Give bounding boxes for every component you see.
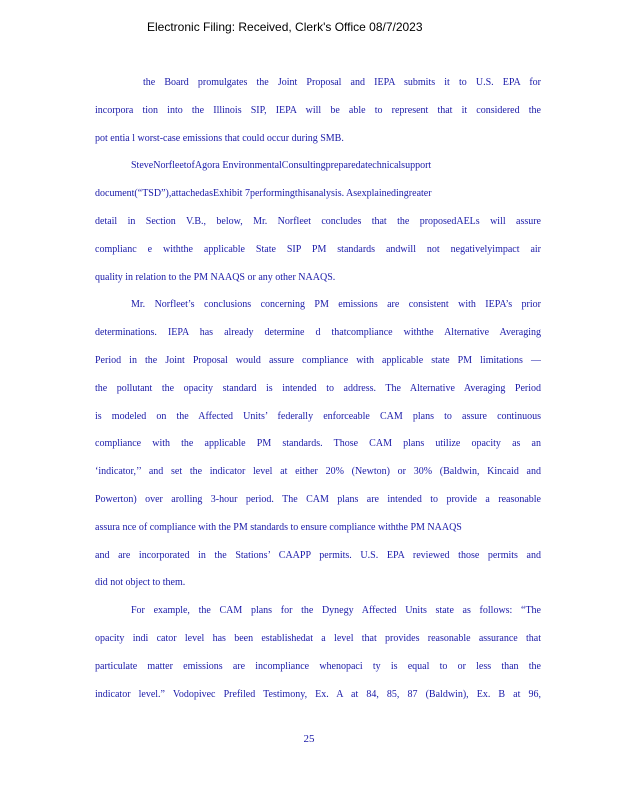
text-line: indicator level.” Vodopivec Prefiled Testimony, Ex. A at 84, 85, 87 (Baldwin), Ex. B at 96, xyxy=(95,688,541,700)
text-line: is modeled on the Affected Units’ federally enforceable CAM plans to assure continuous xyxy=(95,410,541,422)
text-line: assura nce of compliance with the PM standards to ensure compliance withthe PM NAAQS xyxy=(95,521,462,533)
document-body xyxy=(95,69,541,708)
text-line: complianc e withthe applicable State SIP PM standards andwill not negativelyimpact air xyxy=(95,243,541,255)
text-line: ‘indicator,’’ and set the indicator level at either 20% (Newton) or 30% (Baldwin, Kincaid and xyxy=(95,466,541,478)
text-line: For example, the CAM plans for the Dynegy Affected Units state as follows: “The xyxy=(131,605,541,617)
text-line: and are incorporated in the Stations’ CAAPP permits. U.S. EPA reviewed those permits and xyxy=(95,549,541,561)
page-number: 25 xyxy=(303,733,315,745)
text-line: Period in the Joint Proposal would assure compliance with applicable state PM limitations — xyxy=(95,354,541,366)
text-line: particulate matter emissions are incompliance whenopaci ty is equal to or less than the xyxy=(95,660,541,672)
text-line: incorpora tion into the Illinois SIP, IEPA will be able to represent that it considered the xyxy=(95,104,541,116)
text-line: Mr. Norfleet’s conclusions concerning PM emissions are consistent with IEPA’s prior xyxy=(131,299,541,311)
text-line: Powerton) over arolling 3-hour period. The CAM plans are intended to provide a reasonable xyxy=(95,493,541,505)
text-line: compliance with the applicable PM standards. Those CAM plans utilize opacity as an xyxy=(95,438,541,450)
text-line: did not object to them. xyxy=(95,577,186,589)
text-line: detail in Section V.B., below, Mr. Norfleet concludes that the proposedAELs will assure xyxy=(95,215,541,227)
text-line: the pollutant the opacity standard is intended to address. The Alternative Averaging Period xyxy=(95,382,541,394)
text-line: the Board promulgates the Joint Proposal and IEPA submits it to U.S. EPA for xyxy=(143,77,541,88)
text-line: pot entia l worst-case emissions that could occur during SMB. xyxy=(95,132,344,144)
text-line: SteveNorfleetofAgora EnvironmentalConsultingpreparedatechnicalsupport xyxy=(131,160,432,172)
text-line: determinations. IEPA has already determine d thatcompliance withthe Alternative Averaging xyxy=(95,327,541,339)
text-line: quality in relation to the PM NAAQS or any other NAAQS. xyxy=(95,271,336,283)
filing-header: Electronic Filing: Received, Clerk's Office 08/7/2023 xyxy=(147,20,423,34)
text-line: opacity indi cator level has been establishedat a level that provides reasonable assurance that xyxy=(95,632,541,644)
text-line: document(“TSD”),attachedasExhibit 7performingthisanalysis. Asexplainedingreater xyxy=(95,188,432,200)
